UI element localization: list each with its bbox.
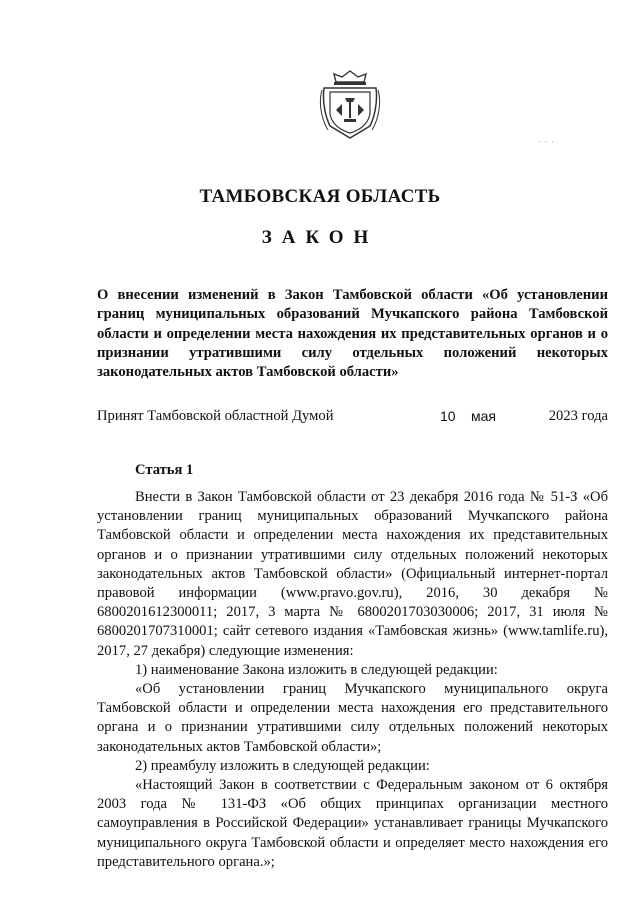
adoption-day: 10 xyxy=(440,408,456,424)
scan-artifact: · · · xyxy=(538,138,555,147)
adoption-label: Принят Тамбовской областной Думой xyxy=(97,408,334,424)
paragraph-item-1-text: «Об установлении границ Мучкапского муниципального округа Тамбовской области и определении места нахождения его представительного органа и о признании утратившими силу отдельных положений некоторых законодательных актов Тамбовской области»; xyxy=(97,681,608,755)
law-title: О внесении изменений в Закон Тамбовской области «Об установлении границ муниципальных образований Мучкапского района Тамбовской области и определении места нахождения их представительных органов и о признании утратившими силу отдельных положений некоторых законодательных актов Тамбовской области» xyxy=(97,287,608,381)
article-body xyxy=(97,488,608,872)
paragraph-item-2: 2) преамбулу изложить в следующей редакции: xyxy=(135,757,430,774)
law-heading: ЗАКОН xyxy=(261,227,379,248)
tambov-coat-of-arms-emblem xyxy=(318,68,382,142)
paragraph-item-1: 1) наименование Закона изложить в следующей редакции: xyxy=(135,661,498,678)
article-heading: Статья 1 xyxy=(135,462,194,478)
adoption-line xyxy=(97,408,608,428)
adoption-month: мая xyxy=(471,408,496,424)
adoption-year: 2023 года xyxy=(548,408,608,424)
region-heading: ТАМБОВСКАЯ ОБЛАСТЬ xyxy=(199,186,441,207)
paragraph-intro: Внести в Закон Тамбовской области от 23 декабря 2016 года № 51-З «Об установлении границ муниципальных образований Мучкапского района Тамбовской области и определении места нахождения их представительных органов и о признании утратившими силу отдельных положений некоторых законодательных актов Тамбовской области» (Официальный интернет-портал правовой информации (www.pravo.gov.ru), 2016, 30 декабря № 6800201612300011; 2017, 3 марта № 6800201703030006; 2017, 31 июля № 6800201707310001; сайт сетевого издания «Тамбовская жизнь» (www.tamlife.ru), 2017, 27 декабря) следующие изменения: xyxy=(97,489,608,659)
paragraph-item-2-text: «Настоящий Закон в соответствии с Федеральным законом от 6 октября 2003 года № 131-ФЗ «Об общих принципах организации местного самоуправления в Российской Федерации» устанавливает границы Мучкапского муниципального округа Тамбовской области и определяет место нахождения его представительного органа.»; xyxy=(97,777,608,870)
